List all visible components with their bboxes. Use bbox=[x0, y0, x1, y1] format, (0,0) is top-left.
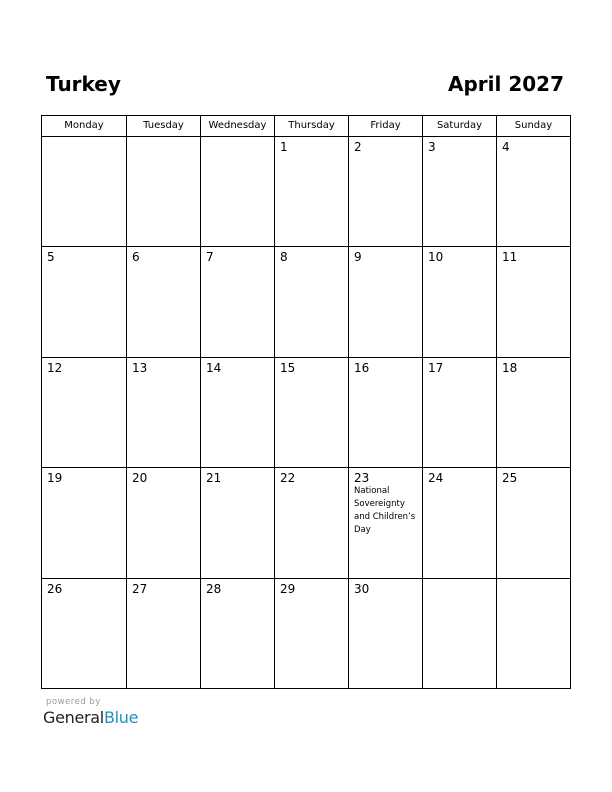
country-title: Turkey bbox=[46, 72, 121, 96]
day-cell bbox=[423, 247, 497, 357]
week-row bbox=[42, 357, 571, 467]
day-cell bbox=[349, 357, 423, 467]
day-cell bbox=[127, 468, 201, 578]
day-number: 27 bbox=[132, 581, 148, 596]
day-number: 2 bbox=[354, 140, 362, 154]
day-cell bbox=[201, 137, 275, 247]
day-number: 28 bbox=[206, 581, 222, 596]
week-row bbox=[42, 137, 571, 247]
day-number: 1 bbox=[280, 140, 288, 154]
weekday-header: Sunday bbox=[497, 116, 571, 137]
day-cell bbox=[42, 578, 127, 688]
day-cell bbox=[127, 578, 201, 688]
day-cell bbox=[349, 137, 423, 247]
day-cell bbox=[275, 137, 349, 247]
powered-by-footer bbox=[43, 697, 138, 728]
powered-by-text: powered by bbox=[46, 697, 101, 707]
day-number: 26 bbox=[47, 581, 63, 596]
day-number: 29 bbox=[280, 581, 296, 596]
month-title: April 2027 bbox=[448, 72, 564, 96]
day-number: 10 bbox=[428, 250, 444, 265]
day-number: 14 bbox=[206, 360, 222, 375]
weekday-header: Saturday bbox=[423, 116, 497, 137]
day-cell bbox=[423, 137, 497, 247]
week-row bbox=[42, 468, 571, 578]
day-number: 30 bbox=[354, 581, 370, 596]
day-cell bbox=[42, 137, 127, 247]
day-cell bbox=[42, 468, 127, 578]
holiday-label: National Sovereignty and Children’s Day bbox=[354, 486, 416, 536]
week-row bbox=[42, 578, 571, 688]
day-cell bbox=[423, 578, 497, 688]
weekday-header: Friday bbox=[349, 116, 423, 137]
day-cell bbox=[127, 357, 201, 467]
day-number: 22 bbox=[280, 471, 296, 486]
day-number: 12 bbox=[47, 360, 63, 375]
day-number: 24 bbox=[428, 471, 444, 486]
day-number: 15 bbox=[280, 360, 296, 375]
weekday-header-row bbox=[42, 116, 571, 137]
generalblue-logo[interactable] bbox=[43, 708, 138, 728]
day-cell bbox=[497, 137, 571, 247]
day-number: 18 bbox=[502, 360, 518, 375]
day-cell bbox=[497, 468, 571, 578]
day-cell bbox=[423, 357, 497, 467]
day-number: 16 bbox=[354, 360, 370, 375]
day-cell bbox=[497, 578, 571, 688]
day-number: 11 bbox=[502, 250, 518, 265]
day-cell bbox=[275, 578, 349, 688]
weekday-header: Wednesday bbox=[201, 116, 275, 137]
day-number: 5 bbox=[47, 250, 55, 265]
day-number: 23 bbox=[354, 471, 370, 486]
day-cell-holiday bbox=[349, 468, 423, 578]
day-cell bbox=[201, 247, 275, 357]
day-cell bbox=[497, 247, 571, 357]
day-number: 9 bbox=[354, 250, 362, 265]
day-cell bbox=[423, 468, 497, 578]
day-number: 21 bbox=[206, 471, 222, 486]
day-cell bbox=[42, 247, 127, 357]
day-cell bbox=[497, 357, 571, 467]
day-number: 8 bbox=[280, 250, 288, 265]
brand-general-text: General bbox=[43, 708, 104, 727]
day-cell bbox=[275, 357, 349, 467]
day-cell bbox=[127, 247, 201, 357]
day-cell bbox=[201, 468, 275, 578]
weekday-header: Monday bbox=[42, 116, 127, 137]
day-cell bbox=[349, 247, 423, 357]
day-number: 20 bbox=[132, 471, 148, 486]
day-number: 4 bbox=[502, 140, 510, 154]
day-cell bbox=[201, 357, 275, 467]
day-number: 13 bbox=[132, 360, 148, 375]
day-cell bbox=[42, 357, 127, 467]
day-number: 3 bbox=[428, 140, 436, 154]
brand-blue-text: Blue bbox=[103, 708, 139, 727]
weekday-header: Tuesday bbox=[127, 116, 201, 137]
weekday-header: Thursday bbox=[275, 116, 349, 137]
day-number: 19 bbox=[47, 471, 63, 486]
day-cell bbox=[275, 468, 349, 578]
day-cell bbox=[127, 137, 201, 247]
calendar-grid bbox=[41, 115, 571, 689]
day-number: 25 bbox=[502, 471, 518, 486]
day-number: 6 bbox=[132, 250, 140, 265]
day-number: 7 bbox=[206, 250, 214, 265]
day-cell bbox=[201, 578, 275, 688]
day-cell bbox=[275, 247, 349, 357]
day-cell bbox=[349, 578, 423, 688]
day-number: 17 bbox=[428, 360, 444, 375]
week-row bbox=[42, 247, 571, 357]
